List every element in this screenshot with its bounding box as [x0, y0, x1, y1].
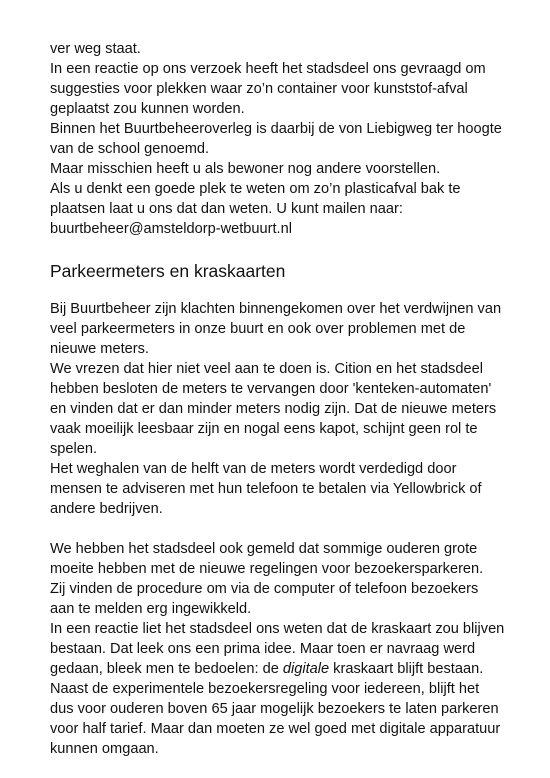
text-line: Binnen het Buurtbeheeroverleg is daarbij de von Liebigweg ter hoogte [50, 121, 502, 137]
text-line: ver weg staat. [50, 41, 141, 57]
text-line: Als u denkt een goede plek te weten om zo’n plasticafval bak te [50, 181, 461, 197]
text-line: In een reactie op ons verzoek heeft het stadsdeel ons gevraagd om [50, 61, 486, 77]
text-line: bestaan. Dat leek ons een prima idee. Maar toen er navraag werd [50, 641, 476, 657]
text-span: kraskaart blijft bestaan. [329, 661, 484, 677]
document-page [50, 39, 530, 759]
text-line: kunnen omgaan. [50, 741, 159, 757]
text-line [50, 659, 530, 679]
text-line: Maar misschien heeft u als bewoner nog andere voorstellen. [50, 161, 441, 177]
kraskaarten-paragraph [50, 539, 530, 759]
text-line: vaak moeilijk leesbaar zijn en nogal eens kapot, schijnt geen rol te [50, 421, 478, 437]
text-line: mensen te adviseren met hun telefoon te betalen via Yellowbrick of [50, 481, 482, 497]
text-line: Het weghalen van de helft van de meters wordt verdedigd door [50, 461, 457, 477]
text-line: veel parkeermeters in onze buurt en ook over problemen met de [50, 321, 466, 337]
text-line: Bij Buurtbeheer zijn klachten binnengekomen over het verdwijnen van [50, 301, 502, 317]
text-line: We vrezen dat hier niet veel aan te doen is. Cition en het stadsdeel [50, 361, 483, 377]
text-line: suggesties voor plekken waar zo’n container voor kunststof-afval [50, 81, 468, 97]
text-line: moeite hebben met de nieuwe regelingen voor bezoekersparkeren. [50, 561, 484, 577]
text-line: dus voor ouderen boven 65 jaar mogelijk bezoekers te laten parkeren [50, 701, 499, 717]
text-line: en vinden dat er dan minder meters nodig zijn. Dat de nieuwe meters [50, 401, 497, 417]
text-line: van de school genoemd. [50, 141, 210, 157]
text-line: aan te melden erg ingewikkeld. [50, 601, 252, 617]
section-heading: Parkeermeters en kraskaarten [50, 261, 286, 281]
text-span: gedaan, bleek men te bedoelen: de [50, 661, 283, 677]
text-line: In een reactie liet het stadsdeel ons weten dat de kraskaart zou blijven [50, 621, 505, 637]
text-line: hebben besloten de meters te vervangen door 'kenteken-automaten' [50, 381, 492, 397]
italic-word: digitale [282, 661, 330, 677]
text-line: nieuwe meters. [50, 341, 149, 357]
text-line: Zij vinden de procedure om via de computer of telefoon bezoekers [50, 581, 479, 597]
text-line: andere bedrijven. [50, 501, 163, 517]
text-line: We hebben het stadsdeel ook gemeld dat sommige ouderen grote [50, 541, 478, 557]
intro-paragraph [50, 39, 530, 239]
text-line: voor half tarief. Maar dan moeten ze wel goed met digitale apparatuur [50, 721, 501, 737]
parkeermeters-paragraph [50, 299, 530, 519]
text-line: plaatsen laat u ons dat dan weten. U kunt mailen naar: [50, 201, 403, 217]
text-line: spelen. [50, 441, 98, 457]
email-address: buurtbeheer@amsteldorp-wetbuurt.nl [50, 221, 292, 237]
text-line: Naast de experimentele bezoekersregeling voor iedereen, blijft het [50, 681, 480, 697]
text-line: geplaatst zou kunnen worden. [50, 101, 245, 117]
